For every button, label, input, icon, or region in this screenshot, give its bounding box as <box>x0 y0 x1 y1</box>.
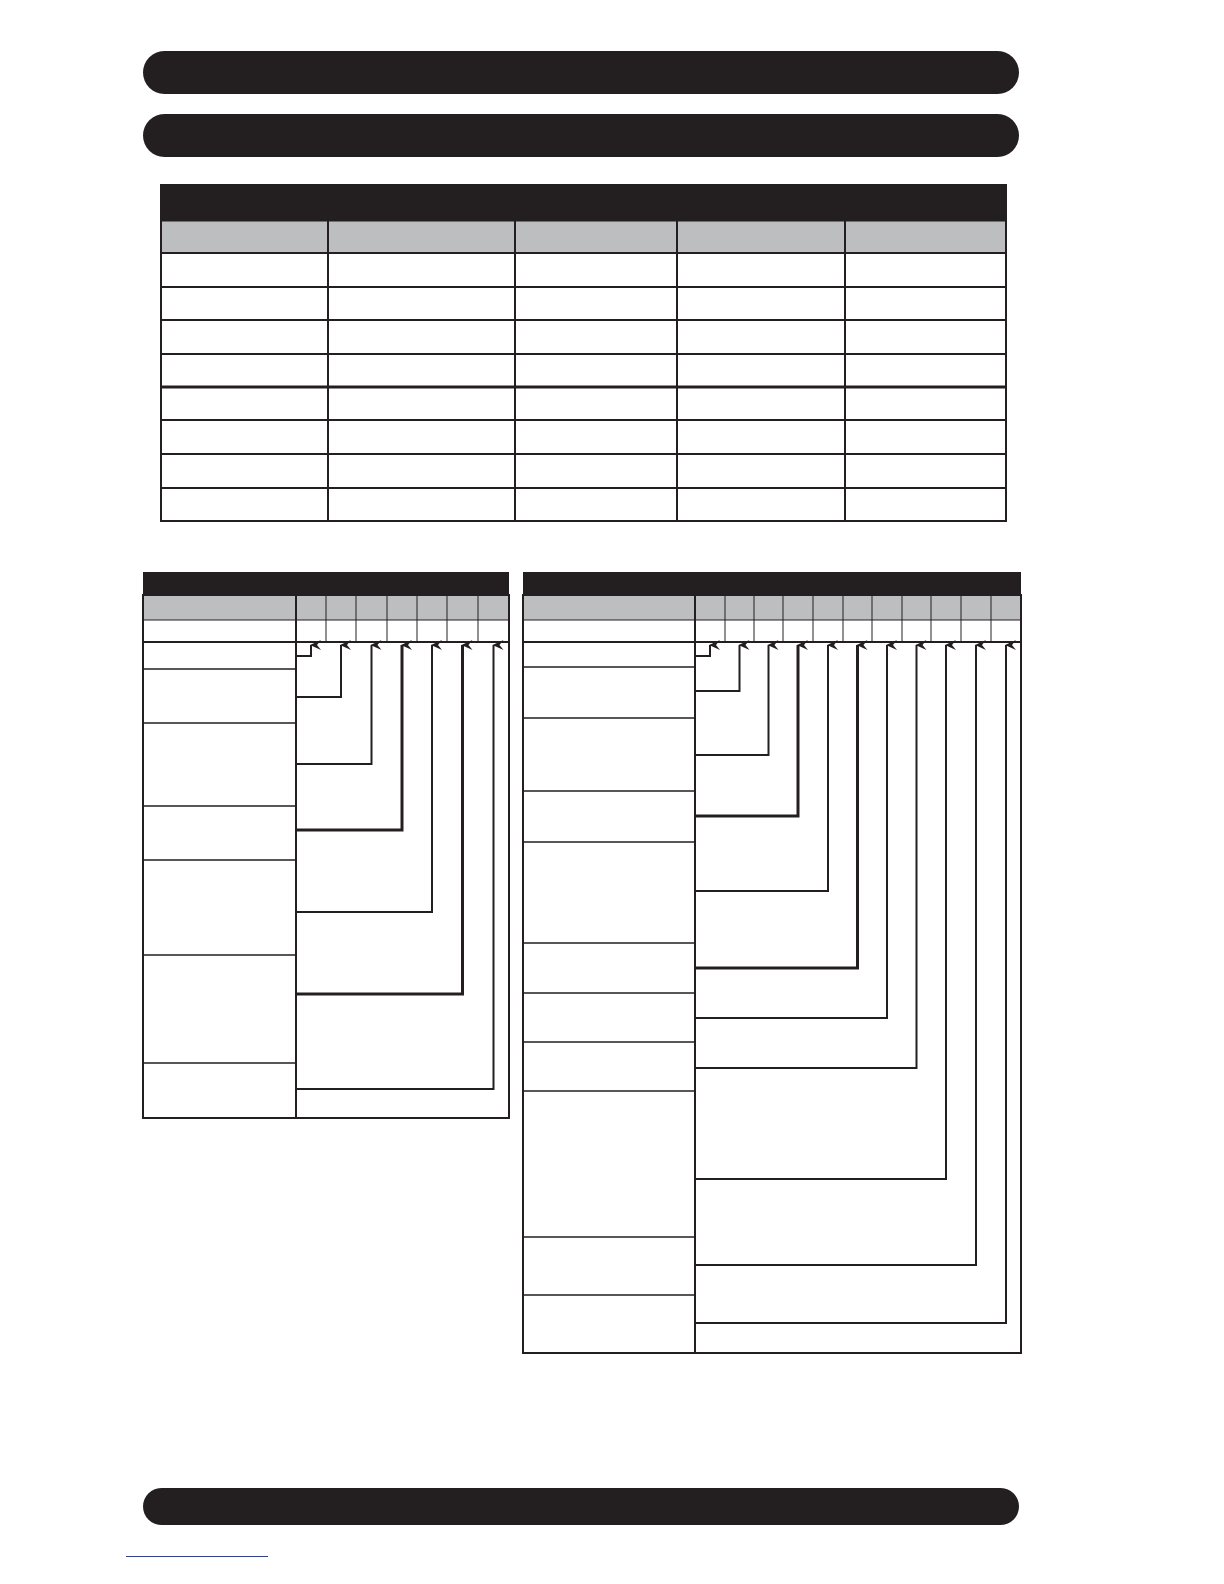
left-chart-position-1-pointer <box>296 645 311 656</box>
right-chart-position-10-pointer <box>695 645 976 1265</box>
left-chart-position-3-pointer <box>296 645 372 764</box>
right-chart-position-4-pointer <box>695 645 798 816</box>
right-chart-position-9-pointer <box>695 645 946 1179</box>
right-chart-position-3-pointer <box>695 645 769 755</box>
right-chart-position-6-pointer <box>695 645 858 968</box>
left-chart-position-2-pointer <box>296 645 341 697</box>
right-chart-position-5-pointer <box>695 645 828 891</box>
left-chart-position-5-pointer <box>296 645 432 912</box>
right-chart-position-8-pointer <box>695 645 917 1068</box>
right-chart-position-11-pointer <box>695 645 1006 1323</box>
right-chart-position-2-pointer <box>695 645 740 691</box>
right-chart-position-1-pointer <box>695 645 710 656</box>
page-link-underline[interactable] <box>126 1556 268 1557</box>
left-chart-position-4-pointer <box>296 645 402 830</box>
